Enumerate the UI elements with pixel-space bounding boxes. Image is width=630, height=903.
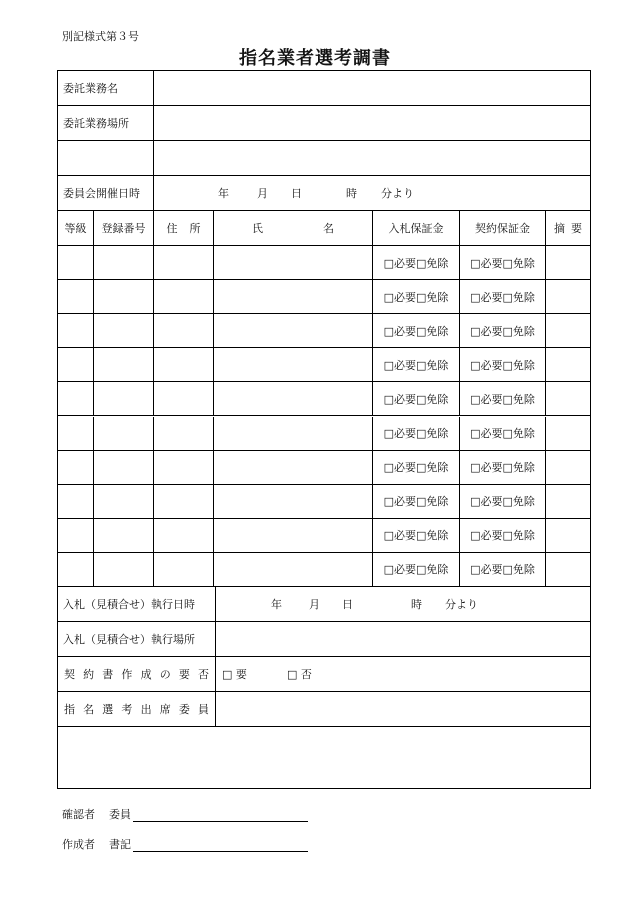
committee-members-area[interactable] [58, 727, 590, 787]
table-row [58, 451, 590, 485]
bid-bond-cell[interactable]: □必要□免除 [372, 348, 459, 381]
creator-signature-line[interactable] [133, 839, 308, 852]
col-address-char-1: 住 [166, 222, 178, 235]
col-remarks [545, 211, 590, 245]
remarks-cell[interactable] [545, 382, 590, 415]
remarks-cell[interactable] [545, 451, 590, 484]
page-title: 指名業者選考調書 [239, 48, 391, 69]
contract-no-checkbox[interactable]: □ 否 [287, 668, 312, 681]
col-remarks-char-1: 摘 [554, 222, 565, 235]
committee-char: 出 [140, 703, 152, 716]
name-cell[interactable] [213, 451, 372, 484]
reg-no-cell[interactable] [93, 485, 153, 518]
form-number: 別記様式第３号 [62, 30, 139, 43]
name-cell[interactable] [213, 246, 372, 279]
remarks-cell[interactable] [545, 417, 590, 450]
selection-form [57, 70, 591, 789]
grade-cell[interactable] [58, 382, 93, 415]
name-cell[interactable] [213, 417, 372, 450]
grade-cell[interactable] [58, 519, 93, 552]
remarks-cell[interactable] [545, 348, 590, 381]
reg-no-cell[interactable] [93, 519, 153, 552]
grade-cell[interactable] [58, 280, 93, 313]
bid-hour-unit: 時 [411, 598, 422, 611]
bid-bond-cell[interactable]: □必要□免除 [372, 451, 459, 484]
contract-needed-char: 要 [178, 668, 190, 681]
col-address [153, 211, 213, 245]
bid-location-label: 入札（見積合せ）執行場所 [63, 633, 195, 646]
col-name-char-2: 名 [323, 222, 334, 235]
committee-char: 委 [178, 703, 190, 716]
contract-needed-row [58, 657, 590, 692]
contract-bond-cell[interactable]: □必要□免除 [459, 348, 545, 381]
name-cell[interactable] [213, 553, 372, 586]
remarks-cell[interactable] [545, 314, 590, 347]
address-cell[interactable] [153, 280, 213, 313]
table-row [58, 382, 590, 416]
remarks-cell[interactable] [545, 280, 590, 313]
month-unit: 月 [257, 187, 268, 200]
reg-no-cell[interactable] [93, 553, 153, 586]
table-header-row [58, 211, 590, 246]
confirmer-label: 確認者 [62, 808, 95, 821]
confirmer-signature-line[interactable] [133, 809, 308, 822]
contract-needed-char: 契 [64, 668, 75, 681]
bid-datetime-row [58, 587, 590, 622]
address-cell[interactable] [153, 485, 213, 518]
contract-yes-checkbox[interactable]: □ 要 [222, 668, 247, 681]
task-name-label: 委託業務名 [63, 82, 118, 95]
contract-needed-char: 作 [121, 668, 133, 681]
committee-char: 考 [121, 703, 133, 716]
table-row [58, 519, 590, 553]
contract-needed-char: 約 [83, 668, 95, 681]
col-address-char-2: 所 [189, 222, 201, 235]
bid-minute-unit: 分より [445, 598, 478, 611]
address-cell[interactable] [153, 553, 213, 586]
contract-bond-cell[interactable]: □必要□免除 [459, 382, 545, 415]
year-unit: 年 [218, 187, 229, 200]
table-row [58, 485, 590, 519]
committee-field[interactable] [215, 692, 590, 726]
committee-char: 席 [159, 703, 171, 716]
name-cell[interactable] [213, 382, 372, 415]
task-name-field[interactable] [153, 71, 590, 105]
name-cell[interactable] [213, 280, 372, 313]
grade-cell[interactable] [58, 451, 93, 484]
contract-bond-cell[interactable]: □必要□免除 [459, 417, 545, 450]
blank-row [58, 141, 590, 176]
confirmer-signature [62, 806, 308, 822]
table-row [58, 280, 590, 314]
grade-cell[interactable] [58, 553, 93, 586]
bid-bond-cell[interactable]: □必要□免除 [372, 417, 459, 450]
col-grade: 等級 [64, 222, 87, 235]
creator-label: 作成者 [62, 838, 95, 851]
meeting-datetime-label: 委員会開催日時 [63, 187, 140, 200]
creator-signature [62, 836, 308, 852]
bid-bond-cell[interactable]: □必要□免除 [372, 280, 459, 313]
contract-bond-cell[interactable]: □必要□免除 [459, 246, 545, 279]
address-cell[interactable] [153, 451, 213, 484]
bid-bond-cell[interactable]: □必要□免除 [372, 246, 459, 279]
address-cell[interactable] [153, 382, 213, 415]
blank-value-cell[interactable] [153, 141, 590, 175]
contract-needed-char: 成 [140, 668, 152, 681]
table-row [58, 348, 590, 382]
contract-needed-char: 書 [102, 668, 114, 681]
bid-bond-cell[interactable]: □必要□免除 [372, 314, 459, 347]
remarks-cell[interactable] [545, 519, 590, 552]
minute-unit: 分より [381, 187, 414, 200]
remarks-cell[interactable] [545, 246, 590, 279]
col-contract-bond: 契約保証金 [459, 211, 545, 245]
task-location-label: 委託業務場所 [63, 117, 129, 130]
address-cell[interactable] [153, 314, 213, 347]
grade-cell[interactable] [58, 485, 93, 518]
bid-location-field[interactable] [215, 622, 590, 656]
address-cell[interactable] [153, 519, 213, 552]
reg-no-cell[interactable] [93, 348, 153, 381]
reg-no-cell[interactable] [93, 382, 153, 415]
committee-char: 選 [102, 703, 114, 716]
contract-needed-label [58, 657, 215, 691]
contract-bond-cell[interactable]: □必要□免除 [459, 485, 545, 518]
bid-day-unit: 日 [342, 598, 353, 611]
contract-bond-cell[interactable]: □必要□免除 [459, 519, 545, 552]
contract-bond-cell[interactable]: □必要□免除 [459, 451, 545, 484]
committee-char: 員 [197, 703, 209, 716]
bid-year-unit: 年 [271, 598, 282, 611]
committee-char: 指 [64, 703, 75, 716]
contract-needed-char: の [159, 668, 171, 681]
committee-char: 名 [83, 703, 95, 716]
table-row [58, 246, 590, 280]
remarks-cell[interactable] [545, 485, 590, 518]
bid-month-unit: 月 [309, 598, 320, 611]
grade-cell[interactable] [58, 417, 93, 450]
address-cell[interactable] [153, 417, 213, 450]
name-cell[interactable] [213, 485, 372, 518]
day-unit: 日 [291, 187, 302, 200]
hour-unit: 時 [346, 187, 357, 200]
task-name-row [58, 71, 590, 106]
task-location-field[interactable] [153, 106, 590, 140]
committee-row [58, 692, 590, 727]
table-row [58, 553, 590, 587]
bid-datetime-label: 入札（見積合せ）執行日時 [63, 598, 195, 611]
reg-no-cell[interactable] [93, 417, 153, 450]
contract-bond-cell[interactable]: □必要□免除 [459, 314, 545, 347]
reg-no-cell[interactable] [93, 280, 153, 313]
confirmer-role: 委員 [109, 808, 131, 821]
creator-role: 書記 [109, 838, 131, 851]
table-row [58, 417, 590, 451]
name-cell[interactable] [213, 314, 372, 347]
col-bid-bond: 入札保証金 [372, 211, 459, 245]
bid-bond-cell[interactable]: □必要□免除 [372, 519, 459, 552]
reg-no-cell[interactable] [93, 451, 153, 484]
col-remarks-char-2: 要 [571, 222, 582, 235]
name-cell[interactable] [213, 348, 372, 381]
blank-label-cell[interactable] [58, 141, 153, 175]
grade-cell[interactable] [58, 348, 93, 381]
contract-bond-cell[interactable]: □必要□免除 [459, 280, 545, 313]
bid-location-row [58, 622, 590, 657]
remarks-cell[interactable] [545, 553, 590, 586]
committee-label [58, 692, 215, 726]
col-name [213, 211, 372, 245]
reg-no-cell[interactable] [93, 314, 153, 347]
bid-bond-cell[interactable]: □必要□免除 [372, 553, 459, 586]
table-row [58, 314, 590, 348]
contract-needed-field [215, 657, 590, 691]
meeting-datetime-field[interactable] [153, 176, 590, 210]
bid-bond-cell[interactable]: □必要□免除 [372, 485, 459, 518]
col-reg-no: 登録番号 [93, 211, 153, 245]
name-cell[interactable] [213, 519, 372, 552]
grade-cell[interactable] [58, 246, 93, 279]
reg-no-cell[interactable] [93, 246, 153, 279]
grade-cell[interactable] [58, 314, 93, 347]
address-cell[interactable] [153, 246, 213, 279]
meeting-datetime-row [58, 176, 590, 211]
bid-datetime-field[interactable] [215, 587, 590, 621]
contract-bond-cell[interactable]: □必要□免除 [459, 553, 545, 586]
bid-bond-cell[interactable]: □必要□免除 [372, 382, 459, 415]
contract-needed-char: 否 [197, 668, 209, 681]
col-name-char-1: 氏 [252, 222, 263, 235]
address-cell[interactable] [153, 348, 213, 381]
task-location-row [58, 106, 590, 141]
